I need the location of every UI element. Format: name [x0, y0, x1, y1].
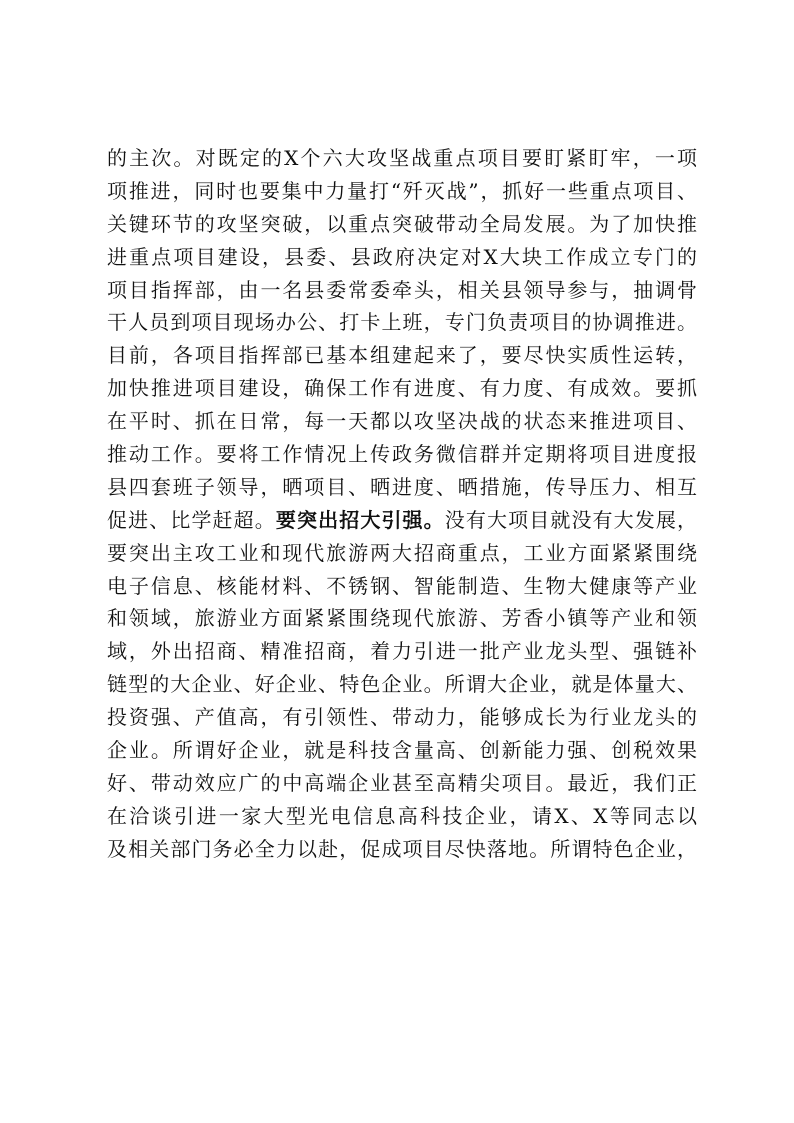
text-line: 在洽谈引进一家大型光电信息高科技企业，请X、X等同志以: [107, 803, 697, 828]
text-line: 投资强、产值高，有引领性、带动力，能够成长为行业龙头的: [107, 705, 697, 730]
text-line: 进重点项目建设，县委、县政府决定对X大块工作成立专门的: [107, 244, 697, 269]
text-line: 域，外出招商、精准招商，着力引进一批产业龙头型、强链补: [107, 639, 697, 664]
text-segment: 促进、比学赶超。: [107, 507, 276, 532]
text-line-with-heading: [107, 504, 697, 537]
text-line: 企业。所谓好企业，就是科技含量高、创新能力强、创税效果: [107, 738, 697, 763]
text-line: 的主次。对既定的X个六大攻坚战重点项目要盯紧盯牢，一项: [107, 146, 697, 170]
text-line: 在平时、抓在日常，每一天都以攻坚决战的状态来推进项目、: [107, 409, 697, 434]
text-line: 电子信息、核能材料、不锈钢、智能制造、生物大健康等产业: [107, 573, 697, 598]
text-line: 关键环节的攻坚突破，以重点突破带动全局发展。为了加快推: [107, 211, 697, 236]
text-line: 推动工作。要将工作情况上传政务微信群并定期将项目进度报: [107, 442, 697, 467]
text-line: 目前，各项目指挥部已基本组建起来了，要尽快实质性运转，: [107, 343, 697, 368]
text-line: 项推进，同时也要集中力量打“歼灭战”，抓好一些重点项目、: [107, 178, 697, 203]
text-line: 链型的大企业、好企业、特色企业。所谓大企业，就是体量大、: [107, 672, 697, 697]
text-line: 县四套班子领导，晒项目、晒进度、晒措施，传导压力、相互: [107, 474, 697, 499]
text-line: 加快推进项目建设，确保工作有进度、有力度、有成效。要抓: [107, 376, 697, 401]
text-line: 干人员到项目现场办公、打卡上班，专门负责项目的协调推进。: [107, 310, 697, 335]
body-text: [107, 142, 697, 866]
text-line: 和领域，旅游业方面紧紧围绕现代旅游、芳香小镇等产业和领: [107, 606, 697, 631]
text-line: 好、带动效应广的中高端企业甚至高精尖项目。最近，我们正: [107, 770, 697, 795]
text-segment: 没有大项目就没有大发展，: [444, 507, 698, 532]
inline-heading: 要突出招大引强。: [275, 507, 445, 532]
text-line: 及相关部门务必全力以赴，促成项目尽快落地。所谓特色企业，: [107, 836, 697, 861]
text-line: 要突出主攻工业和现代旅游两大招商重点，工业方面紧紧围绕: [107, 540, 697, 565]
text-line: 项目指挥部，由一名县委常委牵头，相关县领导参与，抽调骨: [107, 277, 697, 302]
